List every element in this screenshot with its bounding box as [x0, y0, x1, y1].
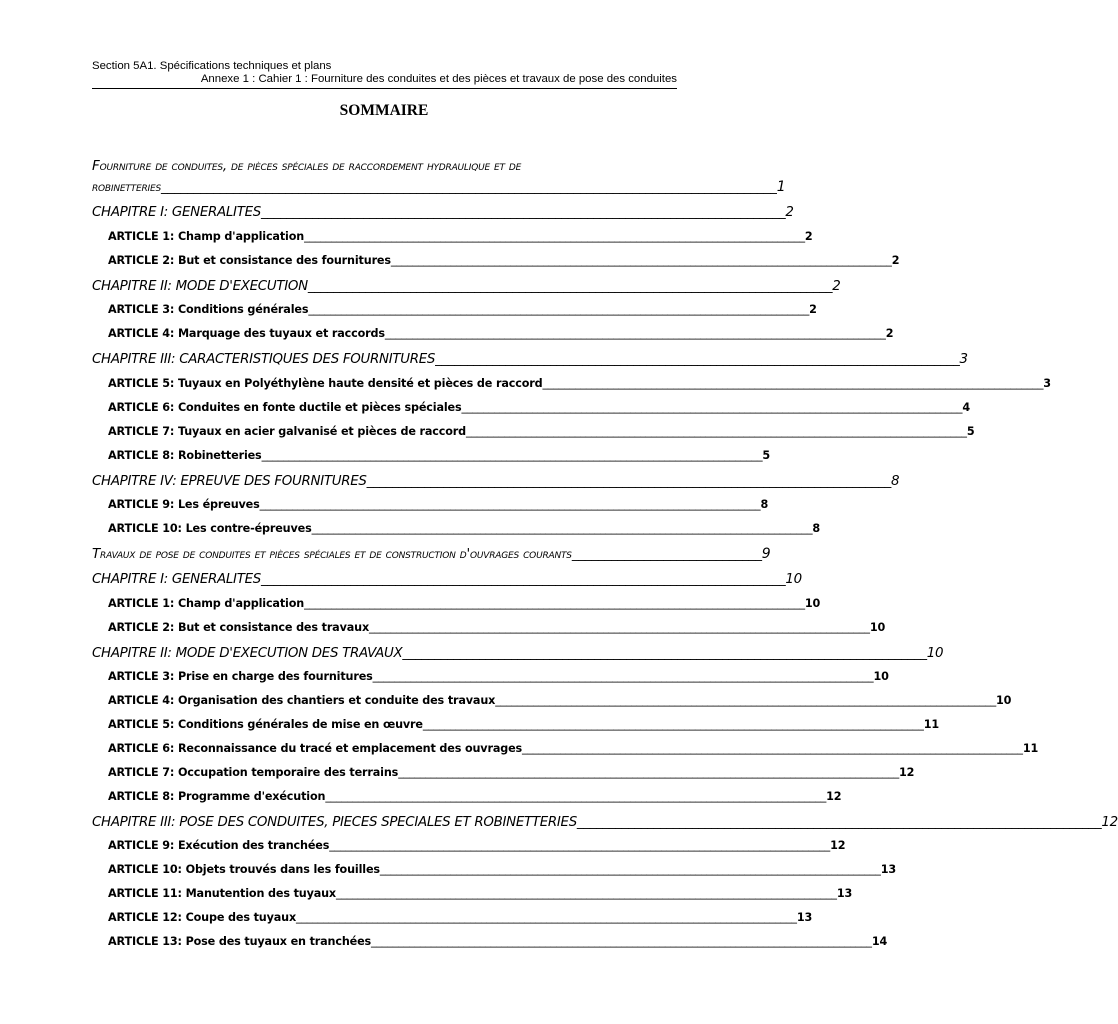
- toc-dot-leader: ____________________________________________________________________________________________: [259, 498, 761, 511]
- toc-part-fourniture[interactable]: [92, 175, 786, 195]
- toc-article-label: ARTICLE 3: Conditions générales: [108, 303, 309, 316]
- toc-article-label: ARTICLE 1: Champ d'application: [108, 230, 305, 243]
- toc-article-label: ARTICLE 6: Reconnaissance du tracé et emplacement des ouvrages: [108, 742, 523, 755]
- toc-page-number: 2: [809, 303, 817, 316]
- toc-article-label: ARTICLE 4: Marquage des tuyaux et raccords: [108, 327, 385, 340]
- toc-dot-leader: ____________________________________________________________________________________________: [466, 425, 967, 438]
- toc-chapter-label: CHAPITRE II: MODE D'EXECUTION DES TRAVAUX: [92, 646, 403, 661]
- toc-article[interactable]: [108, 932, 888, 948]
- toc-article-label: ARTICLE 8: Robinetteries: [108, 449, 262, 462]
- toc-article-label: ARTICLE 9: Exécution des tranchées: [108, 839, 330, 852]
- toc-page-number: 10: [804, 597, 821, 610]
- toc-article-label: ARTICLE 8: Programme d'exécution: [108, 790, 326, 803]
- toc-dot-leader: ____________________________________________________________________________________________: [522, 742, 1023, 755]
- toc-dot-leader: __________________________________________________________________________________: [307, 279, 833, 294]
- toc-article-label: ARTICLE 6: Conduites en fonte ductile et pièces spéciales: [108, 401, 462, 414]
- toc-chapter-label: CHAPITRE IV: EPREUVE DES FOURNITURES: [92, 474, 367, 489]
- toc-dot-leader: ____________________________________________________________________________________________: [461, 401, 963, 414]
- toc-page-number: 10: [926, 646, 944, 661]
- toc-page-number: 2: [885, 327, 894, 340]
- toc-page-number: 3: [1043, 377, 1051, 390]
- toc-article-label: ARTICLE 7: Occupation temporaire des terrains: [108, 766, 399, 779]
- toc-dot-leader: ____________________________________________________________________________________________: [296, 911, 797, 924]
- toc-chapter-label: CHAPITRE I: GENERALITES: [92, 572, 261, 587]
- toc-chapter-2-travaux[interactable]: [92, 641, 944, 661]
- toc-dot-leader: __________________________________________________________________________________: [260, 205, 786, 220]
- toc-article[interactable]: [108, 374, 1051, 390]
- toc-page-number: 10: [785, 572, 802, 587]
- toc-page-number: 2: [891, 254, 900, 267]
- toc-dot-leader: ____________________________________________________________________________________________: [325, 790, 827, 803]
- toc-page-number: 13: [796, 911, 813, 924]
- toc-chapter-label: CHAPITRE III: POSE DES CONDUITES, PIECES SPECIALES ET ROBINETTERIES: [92, 815, 577, 830]
- toc-article[interactable]: [108, 251, 900, 267]
- toc-dot-leader: ____________________________________________________________________________________________: [304, 230, 805, 243]
- toc-article[interactable]: [108, 739, 1039, 755]
- toc-article-label: ARTICLE 9: Les épreuves: [108, 498, 260, 511]
- toc-page-number: 2: [804, 230, 813, 243]
- toc-dot-leader: ____________________________________________________________________________________________: [390, 254, 892, 267]
- toc-page-number: 1: [776, 179, 786, 195]
- toc-dot-leader: ____________________________________________________________________________________________: [372, 670, 874, 683]
- page-title: SOMMAIRE: [339, 102, 429, 119]
- toc-page-number: 8: [891, 474, 900, 489]
- toc-page-number: 2: [832, 279, 841, 294]
- toc-dot-leader: ____________________________________________________________________________________________: [261, 449, 763, 462]
- toc-article[interactable]: [108, 446, 771, 462]
- toc-dot-leader: ____________________________________________________________________________________________: [422, 718, 924, 731]
- toc-dot-leader: __________________________________________________________________________________: [576, 815, 1102, 830]
- toc-dot-leader: _____________________________: [571, 546, 762, 562]
- toc-article[interactable]: [108, 300, 817, 316]
- toc-article[interactable]: [108, 715, 939, 731]
- toc-article[interactable]: [108, 763, 915, 779]
- toc-dot-leader: ____________________________________________________________________________________________: [336, 887, 837, 900]
- toc-article[interactable]: [108, 691, 1012, 707]
- toc-page-number: 12: [830, 839, 846, 852]
- toc-article[interactable]: [108, 422, 975, 438]
- toc-article[interactable]: [108, 519, 821, 535]
- toc-article[interactable]: [108, 398, 970, 414]
- toc-article-label: ARTICLE 10: Les contre-épreuves: [108, 522, 312, 535]
- toc-article[interactable]: [108, 836, 846, 852]
- toc-dot-leader: ____________________________________________________________________________________________: [371, 935, 872, 948]
- toc-dot-leader: ____________________________________________________________________________________________: [308, 303, 810, 316]
- toc-dot-leader: ______________________________________________________________________________________________: [160, 179, 777, 195]
- toc-article-label: ARTICLE 1: Champ d'application: [108, 597, 305, 610]
- toc-dot-leader: ____________________________________________________________________________________________: [369, 621, 870, 634]
- toc-page-number: 10: [873, 670, 889, 683]
- toc-dot-leader: ____________________________________________________________________________________________: [495, 694, 997, 707]
- toc-page-number: 13: [836, 887, 853, 900]
- toc-article[interactable]: [108, 495, 769, 511]
- toc-page-number: 9: [761, 546, 771, 562]
- toc-dot-leader: ____________________________________________________________________________________________: [329, 839, 831, 852]
- toc-dot-leader: ____________________________________________________________________________________________: [384, 327, 886, 340]
- toc-article[interactable]: [108, 594, 821, 610]
- toc-part-label: Travaux de pose de conduites et pièces spéciales et de construction d'ouvrages courants: [92, 546, 572, 562]
- toc-dot-leader: ____________________________________________________________________________________________: [304, 597, 805, 610]
- toc-article-label: ARTICLE 2: But et consistance des travaux: [108, 621, 370, 634]
- toc-page-number: 2: [785, 205, 794, 220]
- toc-article-label: ARTICLE 3: Prise en charge des fournitures: [108, 670, 373, 683]
- toc-chapter-1-travaux[interactable]: [92, 567, 802, 587]
- toc-page-number: 13: [880, 863, 897, 876]
- toc-page-number: 12: [1101, 815, 1118, 830]
- toc-article[interactable]: [108, 227, 813, 243]
- header-section-title: Section 5A1. Spécifications techniques et plans: [92, 60, 332, 72]
- toc-part-travaux[interactable]: [92, 542, 771, 562]
- toc-article[interactable]: [108, 324, 894, 340]
- toc-dot-leader: ____________________________________________________________________________________________: [398, 766, 900, 779]
- toc-page-number: 14: [871, 935, 888, 948]
- toc-page-number: 8: [812, 522, 821, 535]
- toc-chapter-3[interactable]: [92, 347, 968, 367]
- toc-article-label: ARTICLE 5: Conditions générales de mise en œuvre: [108, 718, 423, 731]
- toc-article[interactable]: [108, 618, 886, 634]
- toc-article-label: ARTICLE 12: Coupe des tuyaux: [108, 911, 297, 924]
- toc-page-number: 4: [962, 401, 970, 414]
- toc-dot-leader: ____________________________________________________________________________________________: [542, 377, 1044, 390]
- toc-article-label: ARTICLE 5: Tuyaux en Polyéthylène haute densité et pièces de raccord: [108, 377, 543, 390]
- toc-page-number: 12: [826, 790, 842, 803]
- toc-article-label: ARTICLE 2: But et consistance des fournitures: [108, 254, 391, 267]
- toc-article[interactable]: [108, 860, 897, 876]
- toc-article-label: ARTICLE 7: Tuyaux en acier galvanisé et pièces de raccord: [108, 425, 467, 438]
- toc-dot-leader: __________________________________________________________________________________: [366, 474, 892, 489]
- toc-page-number: 10: [869, 621, 886, 634]
- toc-chapter-2[interactable]: [92, 274, 841, 294]
- toc-chapter-label: CHAPITRE I: GENERALITES: [92, 205, 261, 220]
- toc-chapter-label: CHAPITRE III: CARACTERISTIQUES DES FOURNITURES: [92, 352, 436, 367]
- toc-article-label: ARTICLE 11: Manutention des tuyaux: [108, 887, 337, 900]
- toc-article-label: ARTICLE 4: Organisation des chantiers et conduite des travaux: [108, 694, 496, 707]
- toc-page-number: 5: [762, 449, 771, 462]
- toc-article[interactable]: [108, 787, 842, 803]
- toc-page-number: 11: [1022, 742, 1039, 755]
- header-annex-title: Annexe 1 : Cahier 1 : Fourniture des conduites et des pièces et travaux de pose des conduites: [200, 73, 677, 85]
- toc-dot-leader: ____________________________________________________________________________________________: [311, 522, 813, 535]
- toc-article[interactable]: [108, 908, 813, 924]
- toc-article-label: ARTICLE 13: Pose des tuyaux en tranchées: [108, 935, 372, 948]
- toc-chapter-4[interactable]: [92, 469, 900, 489]
- toc-dot-leader: __________________________________________________________________________________: [402, 646, 927, 661]
- toc-chapter-1[interactable]: [92, 200, 794, 220]
- toc-chapter-3-travaux[interactable]: [92, 810, 1118, 830]
- toc-page-number: 10: [996, 694, 1012, 707]
- toc-page-number: 8: [760, 498, 769, 511]
- toc-page-number: 3: [959, 352, 968, 367]
- toc-part-label: robinetteries: [92, 179, 161, 195]
- toc-article-label: ARTICLE 10: Objets trouvés dans les fouilles: [108, 863, 380, 876]
- toc-chapter-label: CHAPITRE II: MODE D'EXECUTION: [92, 279, 308, 294]
- toc-dot-leader: ____________________________________________________________________________________________: [379, 863, 881, 876]
- toc-dot-leader: __________________________________________________________________________________: [435, 352, 960, 367]
- toc-article[interactable]: [108, 667, 889, 683]
- toc-part-fourniture-line1[interactable]: Fourniture de conduites, de pièces spéciales de raccordement hydraulique et de: [92, 158, 522, 174]
- toc-page-number: 5: [966, 425, 975, 438]
- toc-page-number: 11: [923, 718, 939, 731]
- toc-article[interactable]: [108, 884, 853, 900]
- toc-dot-leader: __________________________________________________________________________________: [260, 572, 786, 587]
- toc-page-number: 12: [899, 766, 915, 779]
